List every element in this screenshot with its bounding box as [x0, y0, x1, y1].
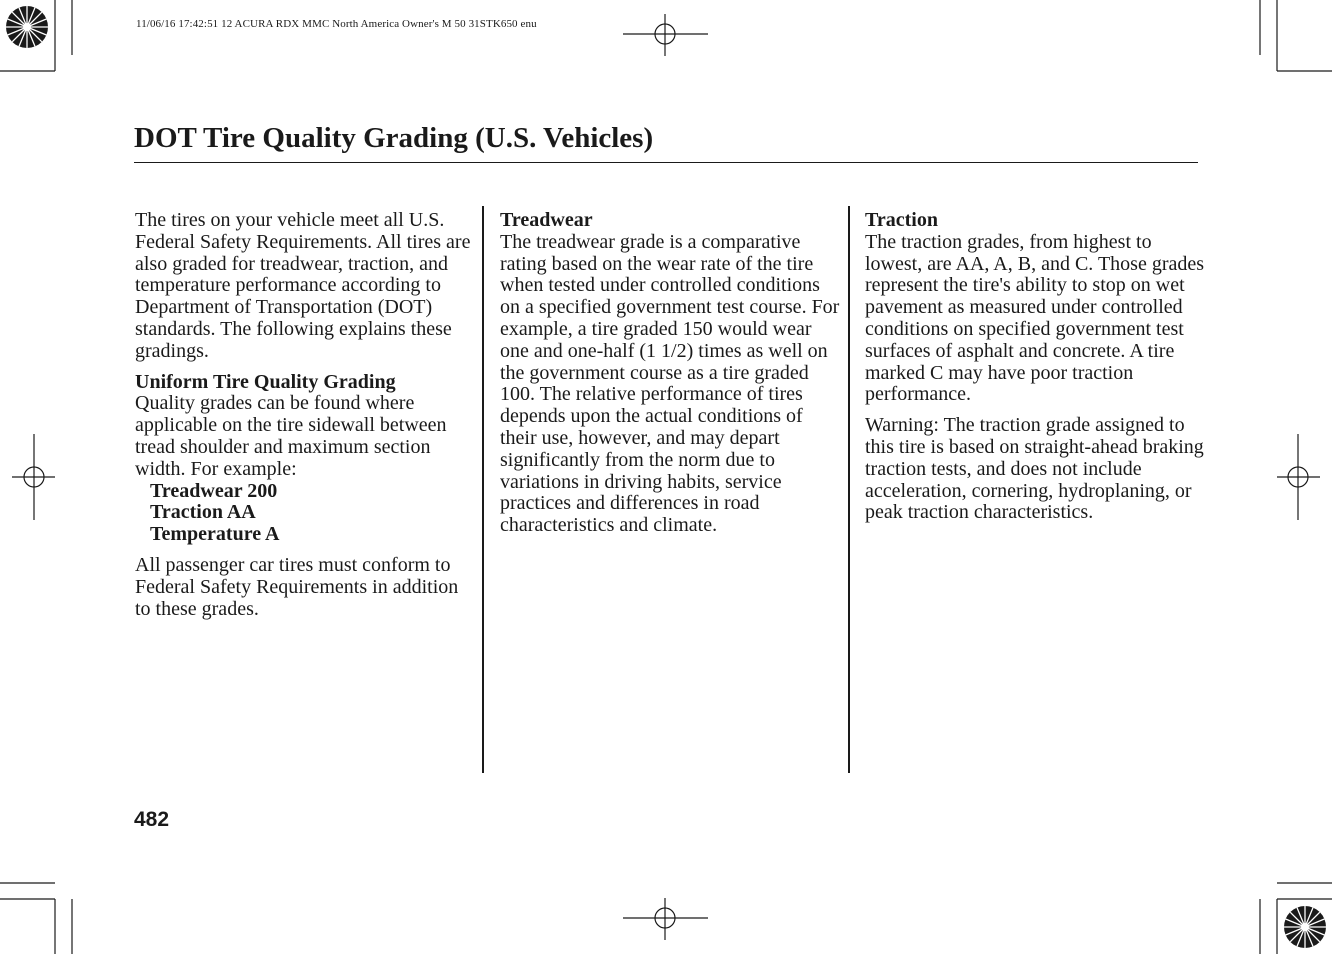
column-divider-2	[848, 206, 850, 773]
intro-paragraph: The tires on your vehicle meet all U.S. Federal Safety Requirements. All tires are also graded for treadwear, traction, and temperature performance according to Department of Transportation (DOT) standards. The following explains these gradings.	[135, 209, 471, 362]
traction-body: The traction grades, from highest to lowest, are AA, A, B, and C. Those grades represent the tire's ability to stop on wet pavement as measured under controlled conditions on specified government test surfaces of asphalt and concrete. A tire marked C may have poor traction performance.	[865, 230, 1205, 406]
treadwear-body: The treadwear grade is a comparative rating based on the wear rate of the tire when tested under controlled conditions on a specified government test course. For example, a tire graded 150 would wear one and one-half (1 1/2) times as well on the government course as a tire graded 100. The relative performance of tires depends upon the actual conditions of their use, however, and may depart significantly from the norm due to variations in driving habits, service practices and differences in road characteristics and climate.	[500, 230, 840, 537]
title-divider	[134, 162, 1198, 163]
page-number: 482	[134, 808, 170, 831]
traction-warning: Warning: The traction grade assigned to this tire is based on straight-ahead braking traction tests, and does not include acceleration, cornering, hydroplaning, or peak traction characteristics.	[865, 414, 1204, 524]
example-temperature: Temperature A	[150, 523, 280, 546]
traction-heading: Traction	[865, 209, 938, 231]
column-traction	[865, 210, 1205, 533]
example-treadwear: Treadwear 200	[150, 479, 278, 502]
page-title: DOT Tire Quality Grading (U.S. Vehicles)	[134, 122, 654, 154]
column-treadwear	[500, 210, 840, 546]
closing-paragraph: All passenger car tires must conform to Federal Safety Requirements in addition to these grades.	[135, 553, 459, 620]
uniform-grading-body: Quality grades can be found where applicable on the tire sidewall between tread shoulder and maximum section width. For example:	[135, 392, 447, 480]
uniform-grading-heading: Uniform Tire Quality Grading	[135, 370, 396, 393]
column-uniform-grading	[135, 210, 475, 629]
treadwear-heading: Treadwear	[500, 209, 593, 231]
print-info-line: 11/06/16 17:42:51 12 ACURA RDX MMC North America Owner's M 50 31STK650 enu	[136, 18, 537, 30]
column-divider-1	[482, 206, 484, 773]
example-traction: Traction AA	[150, 501, 256, 524]
